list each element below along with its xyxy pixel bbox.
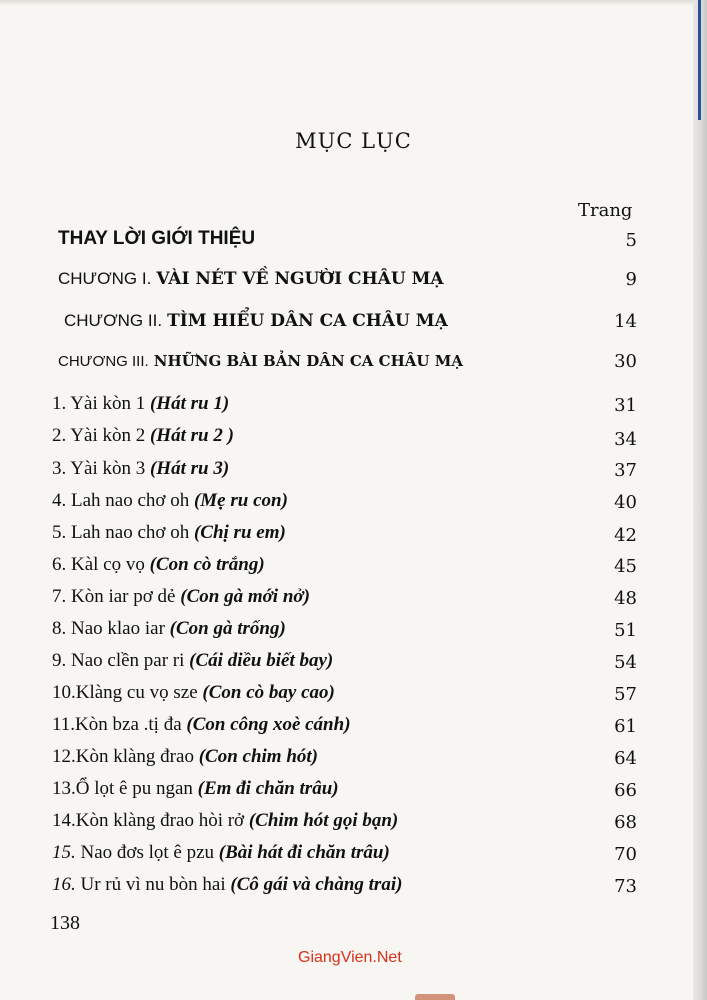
watermark: GiangVien.Net: [298, 949, 402, 966]
section-label: [58, 351, 463, 370]
toc-song-row: [0, 842, 707, 872]
song-page: 31: [614, 395, 637, 416]
section-page: 14: [614, 311, 637, 332]
song-name: Kàl cọ vọ: [71, 554, 145, 575]
toc-song-row: [0, 682, 707, 712]
song-number: 11.: [52, 714, 76, 735]
song-translation: (Mẹ ru con): [193, 490, 288, 511]
song-label: [52, 490, 288, 512]
page-title: MỤC LỤC: [295, 129, 412, 153]
toc-song-row: [0, 554, 707, 584]
song-name: Nao clền par ri: [71, 650, 185, 671]
song-number: 13.: [52, 778, 76, 799]
toc-song-row: [0, 490, 707, 520]
song-label: [52, 458, 229, 480]
toc-song-row: [0, 874, 707, 904]
song-page: 68: [614, 812, 637, 833]
song-number: 1.: [52, 393, 67, 414]
song-label: [52, 522, 286, 544]
section-prefix: CHƯƠNG II.: [64, 311, 163, 330]
song-page: 61: [614, 716, 637, 737]
song-page: 64: [614, 748, 637, 769]
toc-song-row: [0, 586, 707, 616]
song-name: Yài kòn 2: [70, 425, 146, 446]
song-page: 45: [614, 556, 637, 577]
song-label: [52, 554, 265, 576]
song-name: Kòn iar pơ dẻ: [71, 586, 176, 607]
song-translation: (Chị ru em): [193, 522, 286, 543]
song-number: 14.: [52, 810, 76, 831]
song-name: Kòn bza .tị đa: [75, 714, 182, 735]
toc-song-row: [0, 458, 707, 488]
section-title: THAY LỜI GIỚI THIỆU: [58, 228, 256, 249]
song-page: 66: [614, 780, 637, 801]
song-translation: (Con gà mới nở): [180, 586, 310, 607]
song-number: 7.: [52, 586, 67, 607]
toc-song-row: [0, 522, 707, 552]
toc-song-row: [0, 393, 707, 423]
toc-song-row: [0, 650, 707, 680]
page-number: 138: [50, 912, 80, 934]
binding-mark: [698, 0, 701, 120]
song-label: [52, 778, 339, 800]
bottom-smudge: [415, 994, 455, 1000]
song-name: Klàng cu vọ sze: [75, 682, 198, 703]
song-translation: (Hát ru 2 ): [149, 425, 234, 446]
toc-song-row: [0, 618, 707, 648]
song-translation: (Bài hát đi chăn trâu): [218, 842, 390, 863]
toc-section-row: [0, 351, 707, 381]
song-number: 9.: [52, 650, 67, 671]
song-number: 10.: [52, 682, 76, 703]
song-name: Yài kòn 3: [70, 458, 146, 479]
song-page: 34: [614, 429, 637, 450]
section-page: 9: [625, 269, 637, 290]
song-translation: (Cô gái và chàng trai): [230, 874, 403, 895]
song-name: Ổ lọt ê pu ngan: [75, 778, 193, 799]
song-translation: (Con cò trắng): [149, 554, 265, 575]
section-title: VÀI NÉT VỀ NGƯỜI CHÂU MẠ: [156, 269, 444, 289]
song-translation: (Em đi chăn trâu): [197, 778, 339, 799]
toc-section-row: [0, 311, 707, 341]
song-page: 70: [614, 844, 637, 865]
song-label: [52, 842, 390, 864]
song-page: 54: [614, 652, 637, 673]
song-number: 15.: [52, 842, 76, 863]
song-label: [52, 618, 286, 640]
song-name: Nao klao iar: [71, 618, 165, 639]
toc-song-row: [0, 810, 707, 840]
toc-section-row: [0, 228, 707, 258]
song-translation: (Con cò bay cao): [202, 682, 335, 703]
song-page: 51: [614, 620, 637, 641]
section-label: [64, 311, 448, 331]
toc-song-row: [0, 714, 707, 744]
song-translation: (Con chim hót): [198, 746, 319, 767]
song-name: Ur rủ vì nu bòn hai: [80, 874, 226, 895]
song-number: 4.: [52, 490, 67, 511]
song-number: 3.: [52, 458, 67, 479]
song-page: 42: [614, 525, 637, 546]
song-label: [52, 682, 335, 704]
song-label: [52, 874, 402, 896]
page-column-header: Trang: [578, 200, 633, 221]
song-translation: (Con công xoè cánh): [186, 714, 351, 735]
song-number: 8.: [52, 618, 67, 639]
song-label: [52, 810, 398, 832]
section-page: 5: [625, 230, 637, 251]
song-translation: (Con gà trống): [169, 618, 286, 639]
section-prefix: CHƯƠNG III.: [58, 353, 149, 370]
song-name: Kòn klàng đrao hòi rở: [75, 810, 245, 831]
toc-song-row: [0, 425, 707, 455]
song-page: 73: [614, 876, 637, 897]
song-label: [52, 714, 351, 736]
song-number: 12.: [52, 746, 76, 767]
song-number: 5.: [52, 522, 67, 543]
song-number: 6.: [52, 554, 67, 575]
song-label: [52, 650, 333, 672]
song-number: 16.: [52, 874, 76, 895]
section-label: [58, 269, 444, 289]
song-page: 57: [614, 684, 637, 705]
song-name: Nao đơs lọt ê pzu: [80, 842, 215, 863]
song-name: Kòn klàng đrao: [75, 746, 194, 767]
song-page: 48: [614, 588, 637, 609]
song-name: Lah nao chơ oh: [71, 490, 190, 511]
song-translation: (Chim hót gọi bạn): [248, 810, 399, 831]
song-page: 40: [614, 492, 637, 513]
song-label: [52, 425, 234, 447]
song-number: 2.: [52, 425, 67, 446]
page-top-edge: [0, 0, 707, 6]
song-translation: (Hát ru 3): [149, 458, 230, 479]
song-label: [52, 393, 229, 415]
toc-section-row: [0, 269, 707, 299]
section-prefix: CHƯƠNG I.: [58, 269, 152, 288]
song-translation: (Hát ru 1): [149, 393, 230, 414]
toc-song-row: [0, 746, 707, 776]
song-translation: (Cái diều biết bay): [189, 650, 334, 671]
section-title: NHỮNG BÀI BẢN DÂN CA CHÂU MẠ: [153, 352, 463, 370]
song-name: Lah nao chơ oh: [71, 522, 190, 543]
toc-song-row: [0, 778, 707, 808]
song-name: Yài kòn 1: [70, 393, 146, 414]
section-page: 30: [614, 351, 637, 372]
song-page: 37: [614, 460, 637, 481]
section-title: TÌM HIỂU DÂN CA CHÂU MẠ: [167, 311, 448, 331]
song-label: [52, 586, 310, 608]
song-label: [52, 746, 318, 768]
